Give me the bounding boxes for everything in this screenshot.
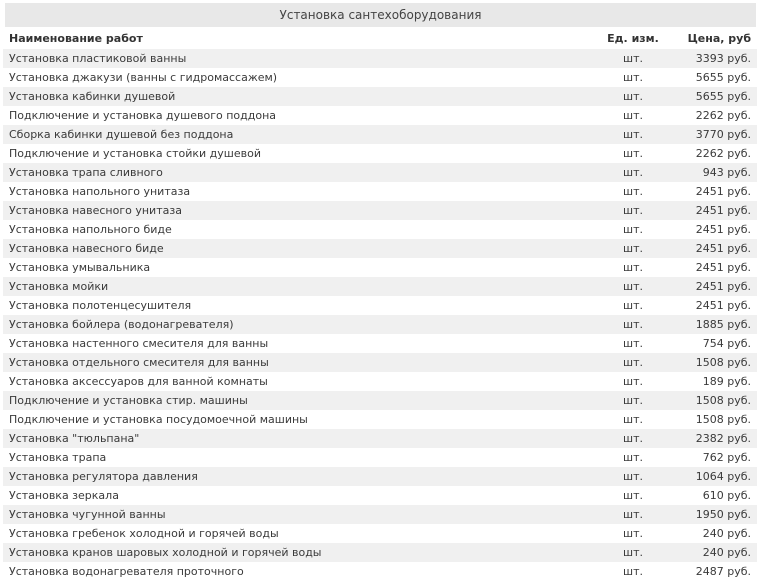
cell-unit: шт. — [583, 106, 683, 125]
table-row — [3, 144, 757, 163]
table-row — [3, 562, 757, 581]
cell-unit: шт. — [583, 448, 683, 467]
cell-unit: шт. — [583, 372, 683, 391]
cell-price: 2382 руб. — [683, 429, 757, 448]
cell-price: 2451 руб. — [683, 258, 757, 277]
cell-unit: шт. — [583, 543, 683, 562]
cell-unit: шт. — [583, 220, 683, 239]
cell-price: 2487 руб. — [683, 562, 757, 581]
cell-service-name: Установка мойки — [3, 277, 583, 296]
table-row — [3, 163, 757, 182]
cell-unit: шт. — [583, 239, 683, 258]
cell-unit: шт. — [583, 467, 683, 486]
table-body — [3, 49, 757, 581]
table-row — [3, 49, 757, 68]
cell-price: 5655 руб. — [683, 68, 757, 87]
table-row — [3, 486, 757, 505]
cell-service-name: Установка "тюльпана" — [3, 429, 583, 448]
cell-service-name: Установка умывальника — [3, 258, 583, 277]
cell-service-name: Установка регулятора давления — [3, 467, 583, 486]
cell-service-name: Установка полотенцесушителя — [3, 296, 583, 315]
cell-price: 240 руб. — [683, 543, 757, 562]
cell-price: 1508 руб. — [683, 391, 757, 410]
table-row — [3, 391, 757, 410]
cell-price: 2262 руб. — [683, 106, 757, 125]
table-row — [3, 106, 757, 125]
cell-price: 2451 руб. — [683, 296, 757, 315]
table-row — [3, 68, 757, 87]
cell-service-name: Установка водонагревателя проточного — [3, 562, 583, 581]
cell-unit: шт. — [583, 524, 683, 543]
cell-unit: шт. — [583, 68, 683, 87]
cell-service-name: Подключение и установка стойки душевой — [3, 144, 583, 163]
cell-unit: шт. — [583, 49, 683, 68]
price-table — [3, 29, 757, 581]
table-row — [3, 258, 757, 277]
table-row — [3, 353, 757, 372]
cell-service-name: Подключение и установка стир. машины — [3, 391, 583, 410]
cell-unit: шт. — [583, 334, 683, 353]
cell-service-name: Установка настенного смесителя для ванны — [3, 334, 583, 353]
cell-unit: шт. — [583, 486, 683, 505]
table-row — [3, 125, 757, 144]
cell-unit: шт. — [583, 315, 683, 334]
table-row — [3, 277, 757, 296]
cell-price: 762 руб. — [683, 448, 757, 467]
cell-service-name: Установка гребенок холодной и горячей воды — [3, 524, 583, 543]
cell-service-name: Установка навесного биде — [3, 239, 583, 258]
cell-service-name: Установка отдельного смесителя для ванны — [3, 353, 583, 372]
cell-service-name: Подключение и установка посудомоечной машины — [3, 410, 583, 429]
cell-unit: шт. — [583, 296, 683, 315]
table-row — [3, 410, 757, 429]
cell-service-name: Установка джакузи (ванны с гидромассажем) — [3, 68, 583, 87]
cell-unit: шт. — [583, 562, 683, 581]
cell-service-name: Установка навесного унитаза — [3, 201, 583, 220]
table-row — [3, 315, 757, 334]
cell-price: 2451 руб. — [683, 201, 757, 220]
cell-service-name: Установка аксессуаров для ванной комнаты — [3, 372, 583, 391]
cell-service-name: Сборка кабинки душевой без поддона — [3, 125, 583, 144]
cell-price: 1508 руб. — [683, 410, 757, 429]
table-row — [3, 239, 757, 258]
cell-unit: шт. — [583, 391, 683, 410]
cell-unit: шт. — [583, 505, 683, 524]
table-header — [3, 29, 757, 49]
cell-price: 2451 руб. — [683, 239, 757, 258]
cell-price: 2451 руб. — [683, 277, 757, 296]
table-row — [3, 467, 757, 486]
cell-price: 1885 руб. — [683, 315, 757, 334]
cell-price: 754 руб. — [683, 334, 757, 353]
column-header-unit: Ед. изм. — [583, 29, 683, 49]
table-row — [3, 543, 757, 562]
cell-service-name: Подключение и установка душевого поддона — [3, 106, 583, 125]
cell-price: 610 руб. — [683, 486, 757, 505]
table-row — [3, 429, 757, 448]
table-row — [3, 220, 757, 239]
cell-price: 2451 руб. — [683, 182, 757, 201]
cell-price: 3770 руб. — [683, 125, 757, 144]
cell-price: 5655 руб. — [683, 87, 757, 106]
table-row — [3, 448, 757, 467]
table-row — [3, 87, 757, 106]
cell-service-name: Установка напольного биде — [3, 220, 583, 239]
table-row — [3, 182, 757, 201]
cell-price: 2262 руб. — [683, 144, 757, 163]
cell-unit: шт. — [583, 144, 683, 163]
cell-unit: шт. — [583, 201, 683, 220]
column-header-name: Наименование работ — [3, 29, 583, 49]
cell-service-name: Установка пластиковой ванны — [3, 49, 583, 68]
cell-unit: шт. — [583, 410, 683, 429]
cell-service-name: Установка напольного унитаза — [3, 182, 583, 201]
table-row — [3, 334, 757, 353]
cell-price: 943 руб. — [683, 163, 757, 182]
cell-price: 189 руб. — [683, 372, 757, 391]
header-row — [3, 29, 757, 49]
cell-unit: шт. — [583, 353, 683, 372]
cell-unit: шт. — [583, 125, 683, 144]
cell-service-name: Установка трапа — [3, 448, 583, 467]
cell-price: 1950 руб. — [683, 505, 757, 524]
table-row — [3, 201, 757, 220]
table-row — [3, 296, 757, 315]
cell-unit: шт. — [583, 182, 683, 201]
cell-price: 1508 руб. — [683, 353, 757, 372]
table-title: Установка сантехоборудования — [5, 3, 756, 27]
table-row — [3, 524, 757, 543]
cell-service-name: Установка чугунной ванны — [3, 505, 583, 524]
cell-unit: шт. — [583, 277, 683, 296]
table-row — [3, 372, 757, 391]
cell-service-name: Установка бойлера (водонагревателя) — [3, 315, 583, 334]
cell-service-name: Установка кранов шаровых холодной и горячей воды — [3, 543, 583, 562]
cell-service-name: Установка трапа сливного — [3, 163, 583, 182]
cell-service-name: Установка зеркала — [3, 486, 583, 505]
cell-unit: шт. — [583, 429, 683, 448]
cell-price: 240 руб. — [683, 524, 757, 543]
cell-price: 3393 руб. — [683, 49, 757, 68]
column-header-price: Цена, руб — [683, 29, 757, 49]
cell-price: 2451 руб. — [683, 220, 757, 239]
table-row — [3, 505, 757, 524]
cell-unit: шт. — [583, 258, 683, 277]
cell-price: 1064 руб. — [683, 467, 757, 486]
cell-unit: шт. — [583, 163, 683, 182]
cell-unit: шт. — [583, 87, 683, 106]
cell-service-name: Установка кабинки душевой — [3, 87, 583, 106]
